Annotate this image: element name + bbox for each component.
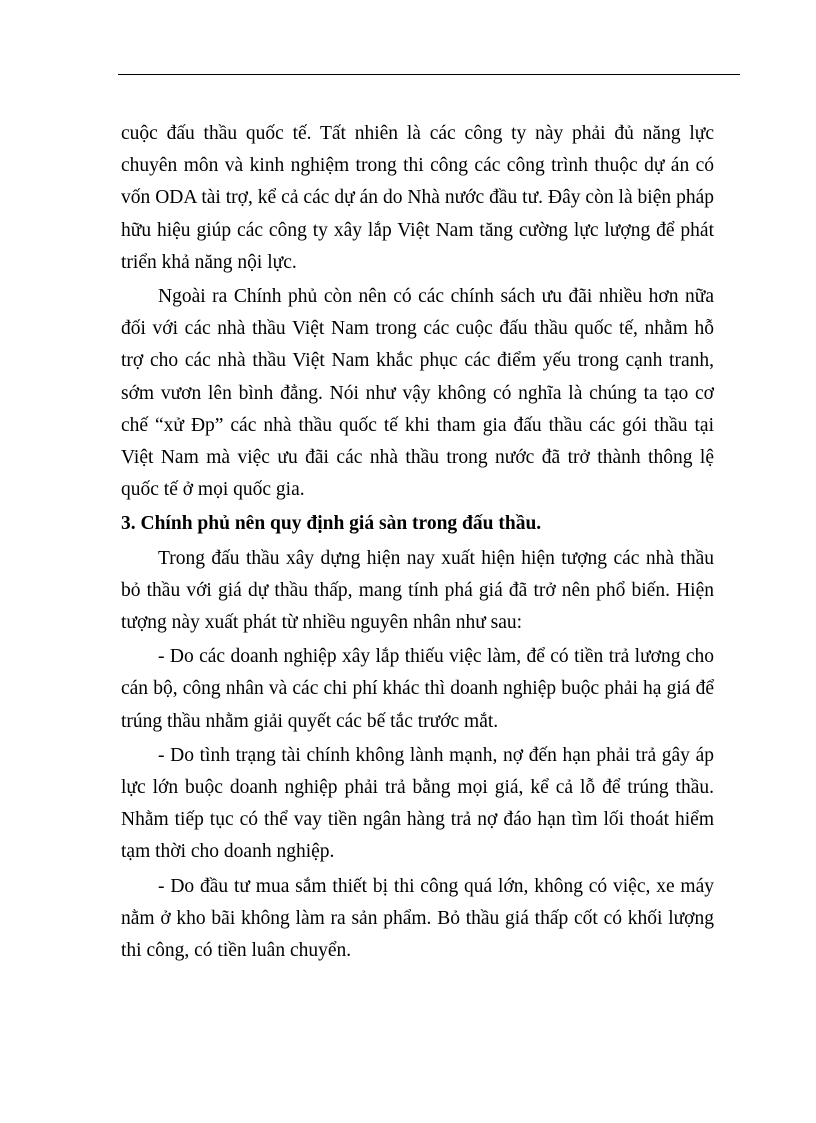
list-item-financial-situation: - Do tình trạng tài chính không lành mạnh, nợ đến hạn phải trả gây áp lực lớn buộc doanh nghiệp phải trả bằng mọi giá, kể cả lỗ để trúng thầu. Nhằm tiếp tục có thể vay tiền ngân hàng trả nợ đáo hạn tìm lối thoát hiểm tạm thời cho doanh nghiệp. — [121, 744, 714, 863]
section-heading: 3. Chính phủ nên quy định giá sàn trong đấu thầu. — [121, 513, 542, 535]
header-rule — [118, 74, 740, 75]
list-item-lack-of-work: - Do các doanh nghiệp xây lắp thiếu việc làm, để có tiền trả lương cho cán bộ, công nhân và các chi phí khác thì doanh nghiệp buộc phải hạ giá để trúng thầu nhằm giải quyết các bế tắc trước mắt. — [121, 646, 714, 732]
paragraph-low-bid-intro: Trong đấu thầu xây dựng hiện nay xuất hiện hiện tượng các nhà thầu bỏ thầu với giá dự thầu thấp, mang tính phá giá đã trở nên phổ biến. Hiện tượng này xuất phát từ nhiều nguyên nhân như sau: — [121, 547, 714, 634]
paragraph-preferential-policy: Ngoài ra Chính phủ còn nên có các chính sách ưu đãi nhiều hơn nữa đối với các nhà thầu Việt Nam trong các cuộc đấu thầu quốc tế, nhằm hỗ trợ cho các nhà thầu Việt Nam khắc phục các điểm yếu trong cạnh tranh, sớm vươn lên bình đẳng. Nói như vậy không có nghĩa là chúng ta tạo cơ chế “xử Đp” các nhà thầu quốc tế khi tham gia đấu thầu các gói thầu tại Việt Nam mà việc ưu đãi các nhà thầu trong nước đã trở thành thông lệ quốc tế ở mọi quốc gia. — [121, 286, 714, 501]
document-body — [121, 118, 714, 967]
list-item-equipment-investment: - Do đầu tư mua sắm thiết bị thi công quá lớn, không có việc, xe máy nằm ở kho bãi không làm ra sản phẩm. Bỏ thầu giá thấp cốt có khối lượng thi công, có tiền luân chuyển. — [121, 875, 714, 962]
paragraph-continuation: cuộc đấu thầu quốc tế. Tất nhiên là các công ty này phải đủ năng lực chuyên môn và kinh nghiệm trong thi công các công trình thuộc dự án có vốn ODA tài trợ, kể cả các dự án do Nhà nước đầu tư. Đây còn là biện pháp hữu hiệu giúp các công ty xây lắp Việt Nam tăng cường lực lượng để phát triển khả năng nội lực. — [121, 123, 714, 273]
